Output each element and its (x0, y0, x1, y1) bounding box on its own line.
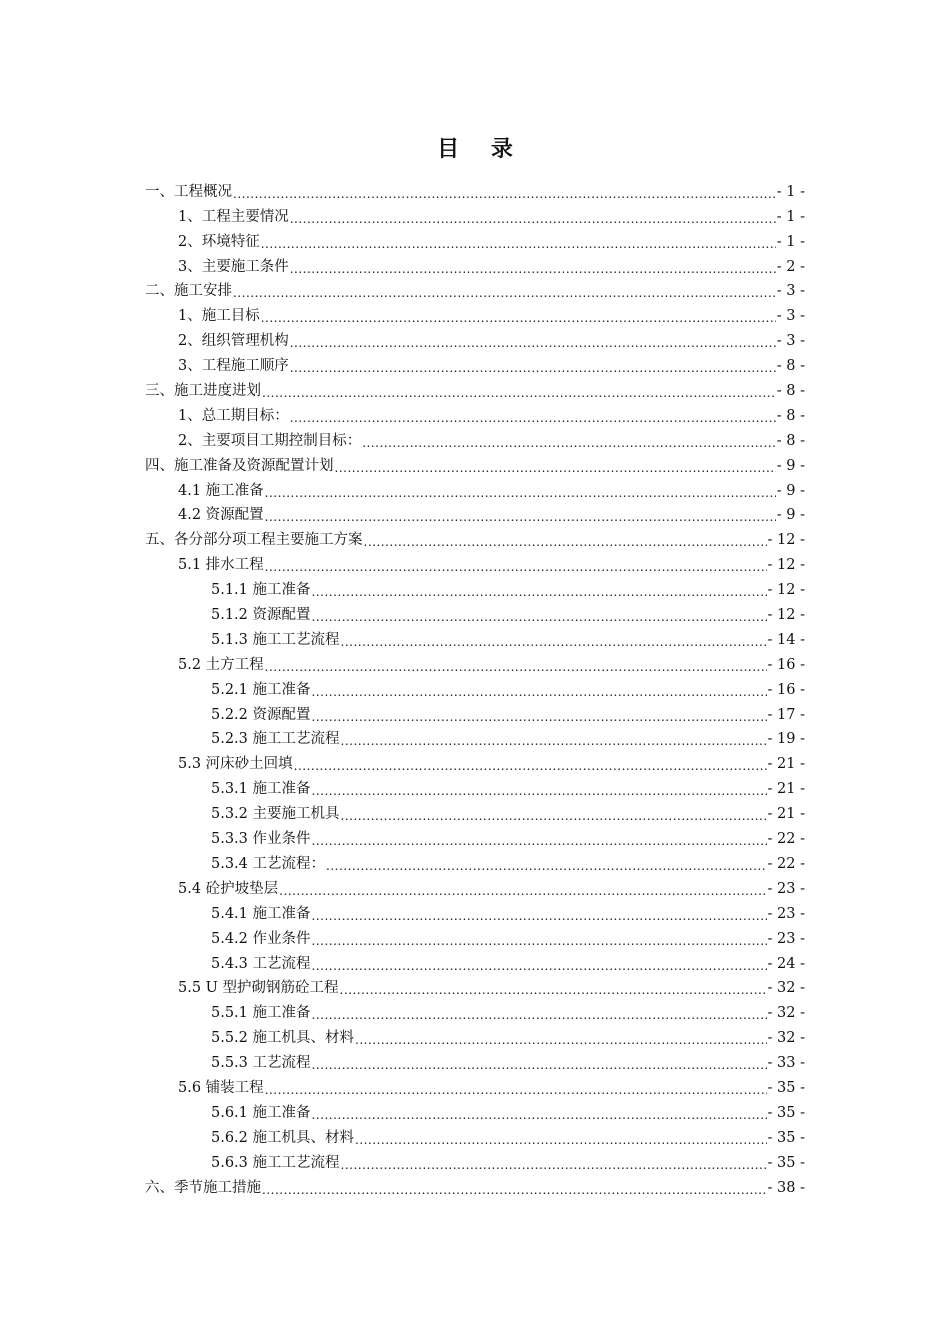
toc-entry-page-number: - 22 - (767, 855, 805, 872)
toc-entry-text: 5.4.2 作业条件 (211, 930, 311, 947)
toc-entry[interactable] (145, 949, 805, 974)
toc-dot-leader (312, 680, 767, 700)
toc-entry-text: 5.6.1 施工准备 (211, 1104, 311, 1121)
toc-entry-page-number: - 8 - (776, 358, 805, 375)
toc-dot-leader (290, 406, 776, 426)
toc-entry-text: 四、施工准备及资源配置计划 (145, 457, 334, 474)
toc-dot-leader (355, 1128, 767, 1148)
toc-entry[interactable] (145, 725, 805, 750)
toc-entry-page-number: - 9 - (776, 482, 805, 499)
toc-entry-text: 5.4.1 施工准备 (211, 905, 311, 922)
toc-entry[interactable] (145, 1173, 805, 1198)
toc-entry-page-number: - 1 - (776, 208, 805, 225)
toc-dot-leader (290, 331, 776, 351)
toc-entry-page-number: - 12 - (767, 582, 805, 599)
toc-entry-page-number: - 9 - (776, 457, 805, 474)
toc-entry-page-number: - 14 - (767, 631, 805, 648)
toc-entry-page-number: - 2 - (776, 258, 805, 275)
toc-entry[interactable] (145, 1048, 805, 1073)
toc-entry-text: 5.6.2 施工机具、材料 (211, 1129, 355, 1146)
toc-entry[interactable] (145, 1148, 805, 1173)
toc-entry-page-number: - 8 - (776, 432, 805, 449)
toc-dot-leader (312, 904, 767, 924)
toc-dot-leader (312, 605, 767, 625)
toc-entry-page-number: - 35 - (767, 1079, 805, 1096)
toc-entry[interactable] (145, 749, 805, 774)
toc-dot-leader (312, 929, 767, 949)
toc-entry-page-number: - 12 - (767, 607, 805, 624)
toc-entry-text: 5.6.3 施工工艺流程 (211, 1154, 340, 1171)
toc-entry[interactable] (145, 774, 805, 799)
toc-entry-text: 5.1.3 施工工艺流程 (211, 631, 340, 648)
toc-dot-leader (312, 1053, 767, 1073)
toc-entry-text: 1、施工目标 (178, 308, 260, 325)
toc-dot-leader (265, 1078, 767, 1098)
toc-entry[interactable] (145, 824, 805, 849)
toc-entry-page-number: - 8 - (776, 383, 805, 400)
toc-dot-leader (290, 207, 776, 227)
toc-entry-text: 4.2 资源配置 (178, 507, 264, 524)
toc-entry-page-number: - 8 - (776, 407, 805, 424)
toc-entry-text: 2、组织管理机构 (178, 333, 289, 350)
toc-entry-page-number: - 32 - (767, 1005, 805, 1022)
toc-entry-page-number: - 23 - (767, 880, 805, 897)
toc-entry-text: 5.5.3 工艺流程 (211, 1055, 311, 1072)
toc-entry[interactable] (145, 874, 805, 899)
toc-dot-leader (312, 1103, 767, 1123)
toc-entry-page-number: - 12 - (767, 532, 805, 549)
toc-dot-leader (265, 481, 776, 501)
toc-entry-text: 4.1 施工准备 (178, 482, 264, 499)
toc-entry-text: 5.4.3 工艺流程 (211, 955, 311, 972)
toc-dot-leader (312, 779, 767, 799)
toc-entry-text: 5.5.1 施工准备 (211, 1005, 311, 1022)
toc-entry[interactable] (145, 700, 805, 725)
toc-entry-text: 5.6 铺装工程 (178, 1079, 264, 1096)
toc-entry-page-number: - 3 - (776, 308, 805, 325)
toc-entry-text: 3、主要施工条件 (178, 258, 289, 275)
toc-entry[interactable] (145, 650, 805, 675)
toc-entry[interactable] (145, 924, 805, 949)
toc-entry-page-number: - 21 - (767, 781, 805, 798)
toc-entry-page-number: - 16 - (767, 681, 805, 698)
toc-entry[interactable] (145, 202, 805, 227)
toc-dot-leader (312, 705, 767, 725)
toc-dot-leader (279, 879, 766, 899)
toc-entry-text: 5.3.1 施工准备 (211, 781, 311, 798)
toc-entry-text: 一、工程概况 (145, 183, 232, 200)
toc-dot-leader (290, 356, 776, 376)
toc-dot-leader (262, 381, 776, 401)
toc-entry-page-number: - 1 - (776, 233, 805, 250)
toc-entry-page-number: - 23 - (767, 905, 805, 922)
toc-entry-page-number: - 35 - (767, 1104, 805, 1121)
toc-entry-page-number: - 32 - (767, 980, 805, 997)
toc-entry[interactable] (145, 625, 805, 650)
toc-entry-text: 5.2.1 施工准备 (211, 681, 311, 698)
toc-entry-page-number: - 38 - (767, 1179, 805, 1196)
toc-title: 目 录 (437, 136, 525, 162)
toc-entry-text: 六、季节施工措施 (145, 1179, 261, 1196)
toc-entry[interactable] (145, 899, 805, 924)
toc-entry[interactable] (145, 227, 805, 252)
toc-entry[interactable] (145, 451, 805, 476)
toc-entry[interactable] (145, 177, 805, 202)
toc-entry-text: 5.4 砼护坡垫层 (178, 880, 279, 897)
toc-entry-text: 三、施工进度进划 (145, 383, 261, 400)
toc-entry[interactable] (145, 501, 805, 526)
toc-dot-leader (341, 630, 767, 650)
toc-entry-text: 5.3.2 主要施工机具 (211, 806, 340, 823)
toc-entry[interactable] (145, 525, 805, 550)
table-of-contents (145, 177, 805, 1198)
toc-entry[interactable] (145, 1073, 805, 1098)
toc-entry-text: 5.2 土方工程 (178, 656, 264, 673)
toc-entry-text: 二、施工安排 (145, 283, 232, 300)
toc-entry[interactable] (145, 277, 805, 302)
toc-entry-page-number: - 21 - (767, 806, 805, 823)
toc-entry-text: 1、总工期目标： (178, 407, 289, 424)
toc-entry-text: 5.3.3 作业条件 (211, 831, 311, 848)
toc-dot-leader (312, 580, 767, 600)
toc-entry-text: 1、工程主要情况 (178, 208, 289, 225)
toc-entry-page-number: - 17 - (767, 706, 805, 723)
toc-dot-leader (261, 232, 776, 252)
toc-dot-leader (265, 555, 767, 575)
toc-dot-leader (341, 804, 767, 824)
toc-entry-text: 2、环境特征 (178, 233, 260, 250)
toc-entry[interactable] (145, 401, 805, 426)
toc-entry[interactable] (145, 252, 805, 277)
toc-dot-leader (262, 1178, 767, 1198)
toc-entry-page-number: - 3 - (776, 283, 805, 300)
toc-entry-text: 5.3 河床砂土回填 (178, 756, 293, 773)
toc-entry[interactable] (145, 1123, 805, 1148)
toc-dot-leader (340, 978, 767, 998)
toc-entry[interactable] (145, 849, 805, 874)
toc-entry-page-number: - 35 - (767, 1129, 805, 1146)
toc-entry-page-number: - 12 - (767, 557, 805, 574)
toc-entry-text: 5.5 U 型护砌钢筋砼工程 (178, 980, 339, 997)
toc-entry-page-number: - 1 - (776, 183, 805, 200)
toc-dot-leader (341, 1153, 767, 1173)
toc-entry[interactable] (145, 301, 805, 326)
toc-dot-leader (265, 505, 776, 525)
toc-entry-page-number: - 3 - (776, 333, 805, 350)
toc-entry-text: 五、各分部分项工程主要施工方案 (145, 532, 363, 549)
toc-entry-page-number: - 16 - (767, 656, 805, 673)
toc-entry-page-number: - 21 - (767, 756, 805, 773)
toc-dot-leader (364, 530, 767, 550)
toc-entry-page-number: - 24 - (767, 955, 805, 972)
toc-dot-leader (312, 1003, 767, 1023)
toc-entry[interactable] (145, 675, 805, 700)
toc-entry[interactable] (145, 1023, 805, 1048)
toc-entry[interactable] (145, 575, 805, 600)
toc-entry-text: 5.5.2 施工机具、材料 (211, 1030, 355, 1047)
toc-dot-leader (326, 854, 767, 874)
toc-entry-page-number: - 23 - (767, 930, 805, 947)
toc-dot-leader (233, 182, 776, 202)
toc-dot-leader (312, 954, 767, 974)
toc-dot-leader (362, 431, 776, 451)
toc-entry[interactable] (145, 600, 805, 625)
toc-entry[interactable] (145, 351, 805, 376)
toc-entry-page-number: - 22 - (767, 831, 805, 848)
toc-entry[interactable] (145, 1098, 805, 1123)
toc-entry-text: 5.2.2 资源配置 (211, 706, 311, 723)
toc-entry-text: 5.1.2 资源配置 (211, 607, 311, 624)
toc-dot-leader (261, 306, 776, 326)
toc-dot-leader (290, 257, 776, 277)
toc-entry-page-number: - 32 - (767, 1030, 805, 1047)
toc-entry-page-number: - 9 - (776, 507, 805, 524)
toc-dot-leader (341, 729, 767, 749)
toc-entry-text: 5.1.1 施工准备 (211, 582, 311, 599)
toc-entry[interactable] (145, 376, 805, 401)
toc-entry-page-number: - 33 - (767, 1055, 805, 1072)
toc-entry[interactable] (145, 998, 805, 1023)
toc-entry[interactable] (145, 326, 805, 351)
toc-entry[interactable] (145, 426, 805, 451)
toc-entry[interactable] (145, 974, 805, 999)
toc-dot-leader (355, 1028, 767, 1048)
toc-entry-page-number: - 35 - (767, 1154, 805, 1171)
toc-entry-text: 5.2.3 施工工艺流程 (211, 731, 340, 748)
toc-entry[interactable] (145, 550, 805, 575)
toc-entry[interactable] (145, 476, 805, 501)
toc-entry-text: 5.1 排水工程 (178, 557, 264, 574)
toc-dot-leader (265, 655, 767, 675)
toc-dot-leader (233, 281, 776, 301)
toc-entry-text: 3、工程施工顺序 (178, 358, 289, 375)
toc-entry-text: 2、主要项目工期控制目标： (178, 432, 362, 449)
toc-entry[interactable] (145, 799, 805, 824)
toc-dot-leader (294, 754, 767, 774)
toc-entry-text: 5.3.4 工艺流程： (211, 855, 326, 872)
toc-entry-page-number: - 19 - (767, 731, 805, 748)
toc-dot-leader (312, 829, 767, 849)
toc-dot-leader (335, 456, 776, 476)
